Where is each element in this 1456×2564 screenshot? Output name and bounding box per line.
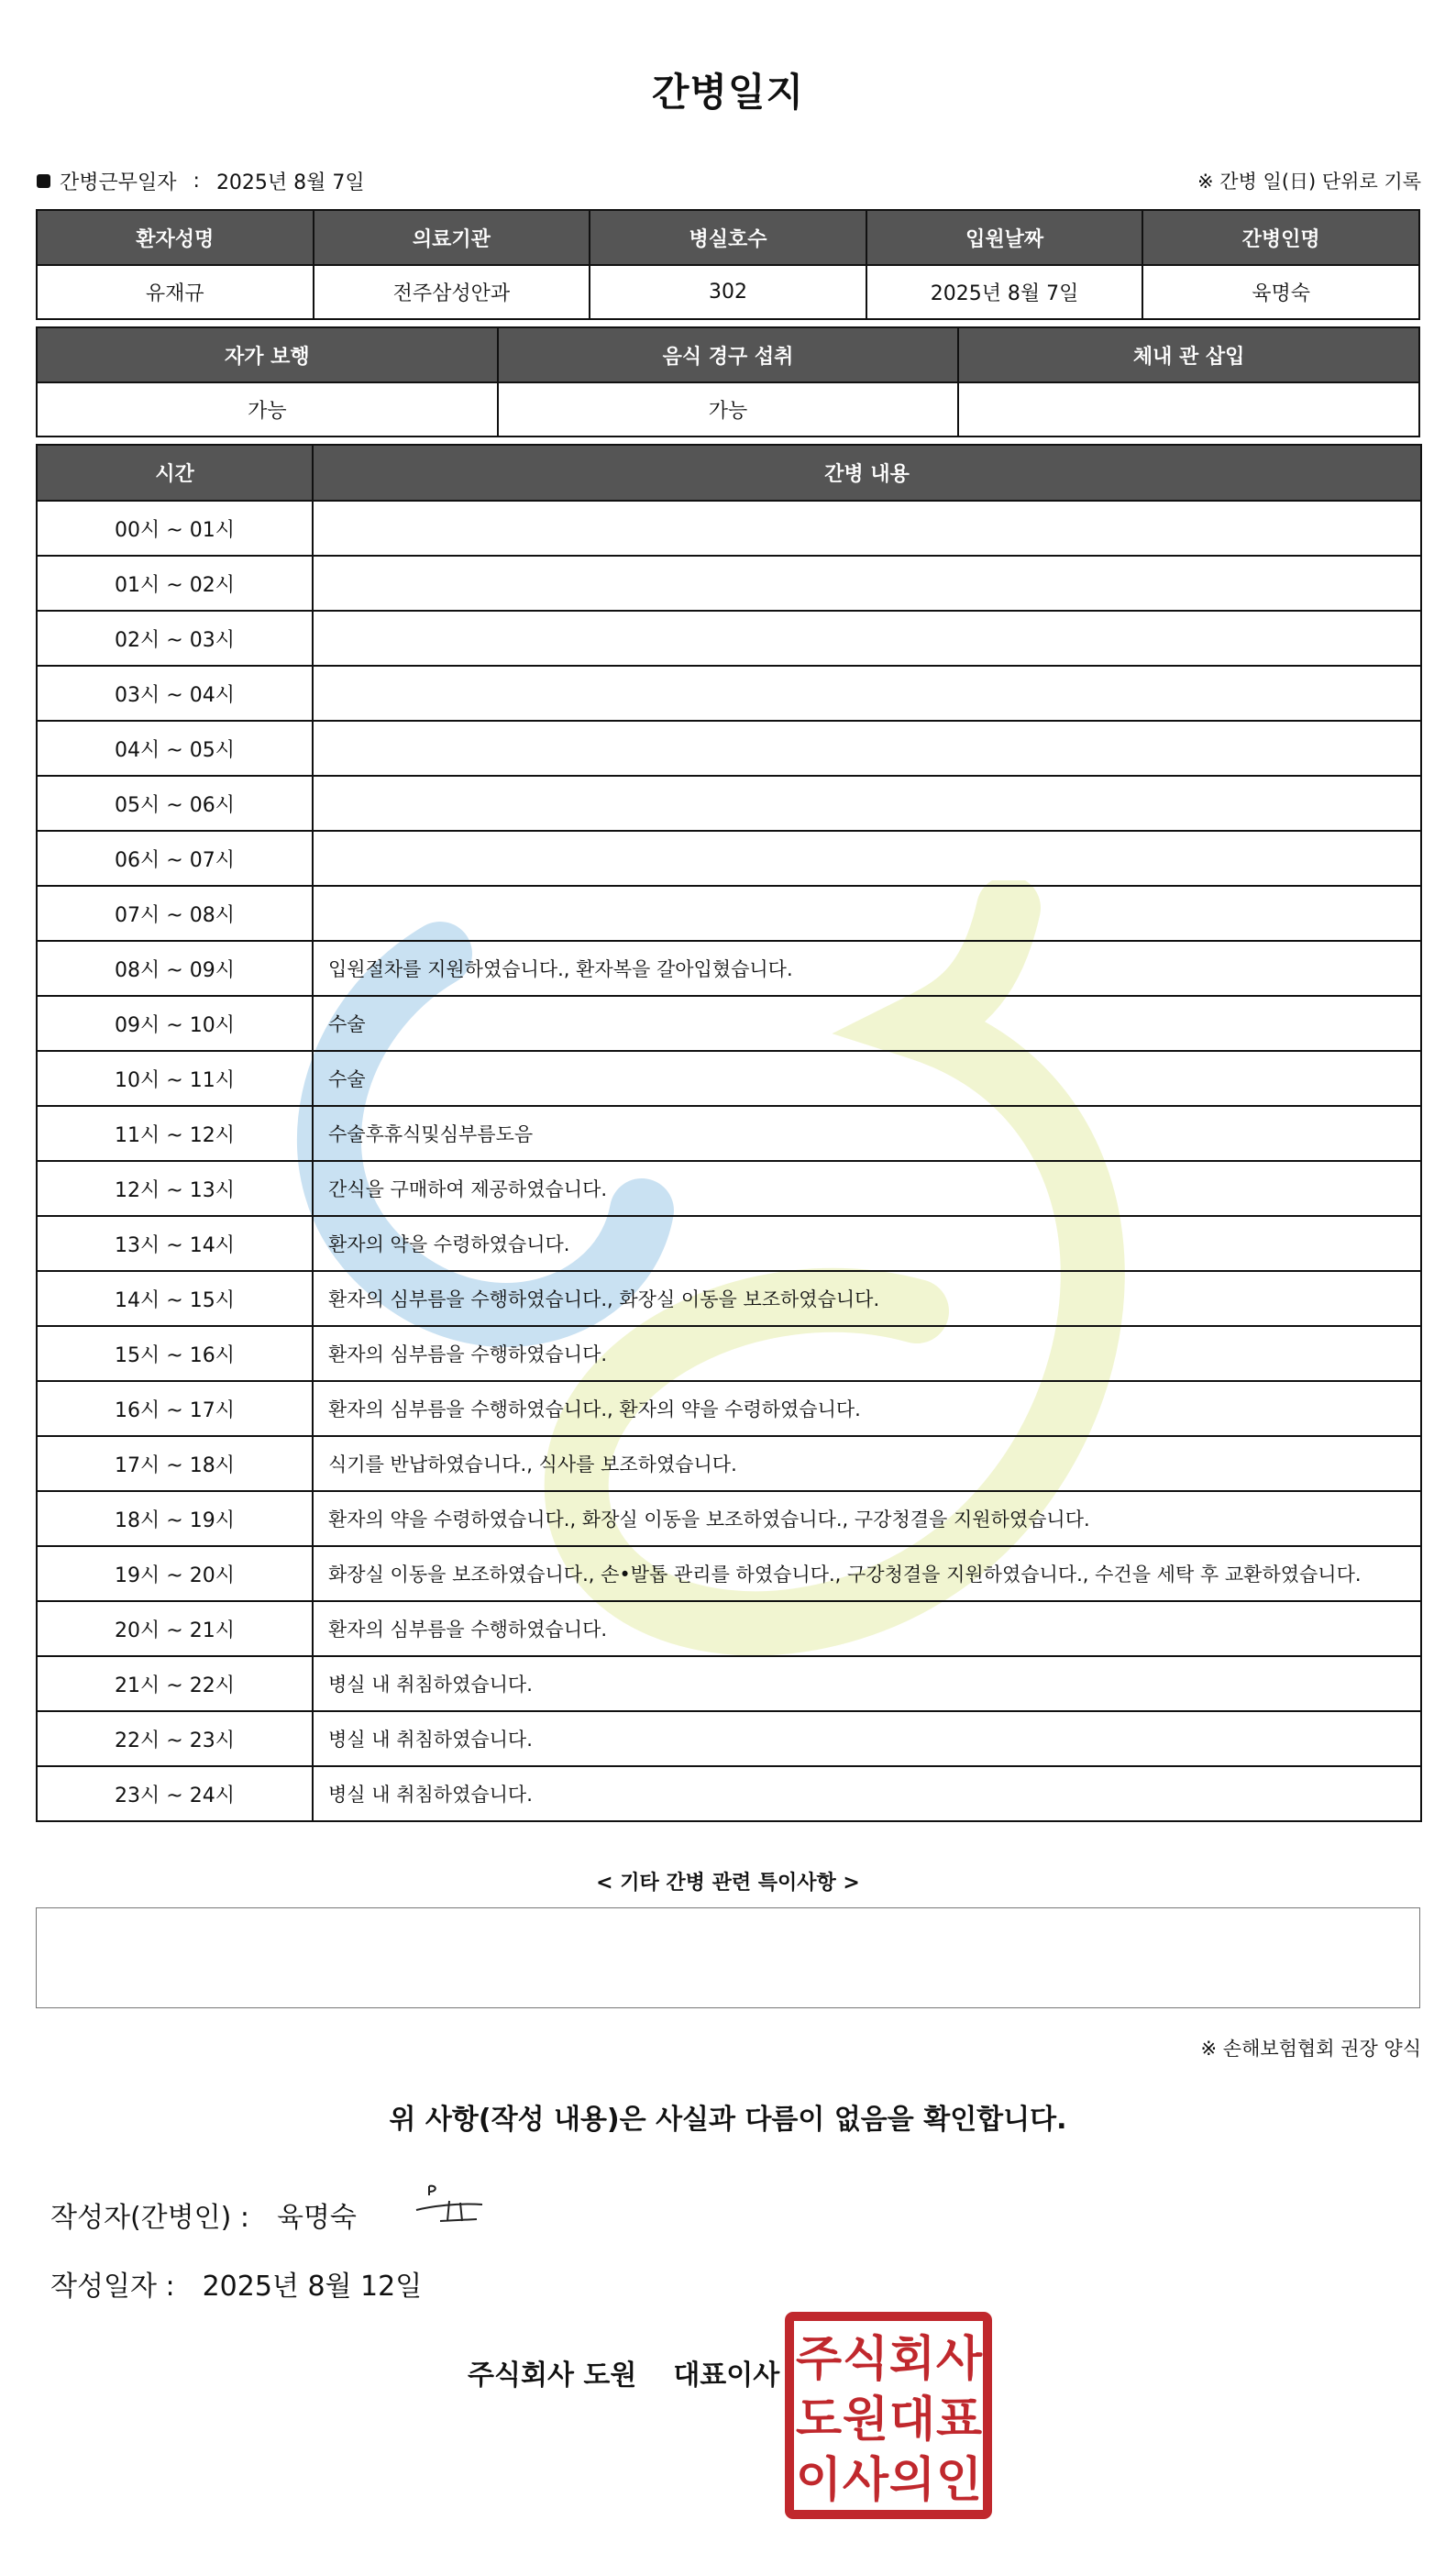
timeline-row: [37, 1161, 1421, 1216]
seal-glyph: 사: [935, 2332, 983, 2387]
timeline-content: [313, 666, 1421, 721]
timeline-time: 09시 ~ 10시: [37, 996, 313, 1051]
timeline-row: [37, 831, 1421, 886]
bullet-square-icon: [37, 174, 50, 188]
timeline-row: [37, 1436, 1421, 1491]
seal-glyph: 대: [888, 2393, 936, 2448]
timeline-header-row: [37, 445, 1421, 501]
patient-name: 유재규: [37, 265, 314, 319]
timeline-content: 환자의 심부름을 수행하였습니다., 화장실 이동을 보조하였습니다.: [313, 1271, 1421, 1326]
seal-glyph: 주: [795, 2332, 843, 2387]
seal-glyph: 표: [935, 2393, 983, 2448]
timeline-time: 23시 ~ 24시: [37, 1766, 313, 1821]
timeline-content: [313, 776, 1421, 831]
header-time: 시간: [37, 445, 313, 501]
timeline-content: 병실 내 취침하였습니다.: [313, 1766, 1421, 1821]
timeline-time: 04시 ~ 05시: [37, 721, 313, 776]
timeline-row: [37, 1601, 1421, 1656]
header-tube-insertion: 체내 관 삽입: [958, 327, 1419, 382]
timeline-content: 환자의 심부름을 수행하였습니다.: [313, 1601, 1421, 1656]
self-walking: 가능: [37, 382, 498, 437]
timeline-row: [37, 556, 1421, 611]
company-line: [468, 2352, 779, 2393]
timeline-content: 병실 내 취침하였습니다.: [313, 1711, 1421, 1766]
timeline-content: 화장실 이동을 보조하였습니다., 손•발톱 관리를 하였습니다., 구강청결을 지원하였습니다., 수건을 세탁 후 교환하였습니다.: [313, 1546, 1421, 1601]
timeline-row: [37, 1326, 1421, 1381]
work-date-label: 간병근무일자: [60, 171, 177, 194]
timeline-row: [37, 996, 1421, 1051]
writer-name: 육명숙: [276, 2202, 357, 2234]
timeline-time: 14시 ~ 15시: [37, 1271, 313, 1326]
timeline-row: [37, 1546, 1421, 1601]
timeline-row: [37, 1381, 1421, 1436]
seal-glyph: 사: [842, 2453, 889, 2508]
header-admission-date: 입원날짜: [866, 210, 1143, 265]
timeline-row: [37, 1766, 1421, 1821]
header-care-content: 간병 내용: [313, 445, 1421, 501]
timeline-row: [37, 1271, 1421, 1326]
write-date-value: 2025년 8월 12일: [202, 2271, 423, 2303]
care-timeline-table: [36, 444, 1422, 1822]
timeline-time: 00시 ~ 01시: [37, 501, 313, 556]
timeline-content: [313, 831, 1421, 886]
timeline-content: [313, 611, 1421, 666]
header-oral-intake: 음식 경구 섭취: [498, 327, 959, 382]
header-self-walking: 자가 보행: [37, 327, 498, 382]
notes-box: [36, 1907, 1420, 2008]
timeline-time: 10시 ~ 11시: [37, 1051, 313, 1106]
timeline-time: 06시 ~ 07시: [37, 831, 313, 886]
timeline-row: [37, 721, 1421, 776]
timeline-content: 환자의 심부름을 수행하였습니다.: [313, 1326, 1421, 1381]
timeline-content: 환자의 심부름을 수행하였습니다., 환자의 약을 수령하였습니다.: [313, 1381, 1421, 1436]
confirmation-statement: 위 사항(작성 내용)은 사실과 다름이 없음을 확인합니다.: [389, 2104, 1067, 2136]
timeline-time: 12시 ~ 13시: [37, 1161, 313, 1216]
timeline-time: 05시 ~ 06시: [37, 776, 313, 831]
tube-insertion: [958, 382, 1419, 437]
header-caregiver-name: 간병인명: [1142, 210, 1419, 265]
write-date-line: [50, 2263, 422, 2304]
timeline-content: 간식을 구매하여 제공하였습니다.: [313, 1161, 1421, 1216]
hospital: 전주삼성안과: [314, 265, 590, 319]
patient-info-value-row: [37, 265, 1419, 319]
timeline-row: [37, 666, 1421, 721]
timeline-content: [313, 556, 1421, 611]
timeline-time: 07시 ~ 08시: [37, 886, 313, 941]
seal-glyph: 원: [842, 2393, 889, 2448]
timeline-row: [37, 1106, 1421, 1161]
timeline-time: 16시 ~ 17시: [37, 1381, 313, 1436]
header-room-number: 병실호수: [590, 210, 866, 265]
timeline-content: 환자의 약을 수령하였습니다.: [313, 1216, 1421, 1271]
caregiver-name: 육명숙: [1142, 265, 1419, 319]
seal-glyph: 식: [842, 2332, 889, 2387]
seal-glyph: 이: [795, 2453, 843, 2508]
header-hospital: 의료기관: [314, 210, 590, 265]
timeline-time: 18시 ~ 19시: [37, 1491, 313, 1546]
work-date-colon: :: [193, 170, 200, 193]
timeline-content: 수술후휴식및심부름도음: [313, 1106, 1421, 1161]
timeline-time: 22시 ~ 23시: [37, 1711, 313, 1766]
header-patient-name: 환자성명: [37, 210, 314, 265]
patient-info-table: [36, 209, 1420, 320]
status-info-value-row: [37, 382, 1419, 437]
company-seal: [784, 2311, 993, 2520]
representative-title: 대표이사: [673, 2360, 780, 2392]
timeline-content: 수술: [313, 996, 1421, 1051]
timeline-content: 식기를 반납하였습니다., 식사를 보조하였습니다.: [313, 1436, 1421, 1491]
write-date-label: 작성일자 :: [50, 2271, 175, 2303]
work-date-line: [37, 167, 365, 195]
seal-glyph: 의: [888, 2453, 936, 2508]
timeline-row: [37, 501, 1421, 556]
timeline-row: [37, 941, 1421, 996]
timeline-row: [37, 776, 1421, 831]
timeline-time: 19시 ~ 20시: [37, 1546, 313, 1601]
timeline-time: 08시 ~ 09시: [37, 941, 313, 996]
timeline-time: 20시 ~ 21시: [37, 1601, 313, 1656]
seal-glyph: 도: [795, 2393, 843, 2448]
form-note: ※ 손해보험협회 권장 양식: [1200, 2038, 1421, 2060]
timeline-content: [313, 886, 1421, 941]
status-info-table: [36, 326, 1420, 437]
seal-glyph: 회: [888, 2332, 936, 2387]
timeline-time: 11시 ~ 12시: [37, 1106, 313, 1161]
timeline-row: [37, 1711, 1421, 1766]
timeline-content: [313, 721, 1421, 776]
oral-intake: 가능: [498, 382, 959, 437]
timeline-time: 13시 ~ 14시: [37, 1216, 313, 1271]
timeline-time: 21시 ~ 22시: [37, 1656, 313, 1711]
timeline-content: 병실 내 취침하였습니다.: [313, 1656, 1421, 1711]
timeline-content: 입원절차를 지원하였습니다., 환자복을 갈아입혔습니다.: [313, 941, 1421, 996]
notes-title: < 기타 간병 관련 특이사항 >: [596, 1872, 860, 1895]
signature: [413, 2179, 486, 2227]
admission-date: 2025년 8월 7일: [866, 265, 1143, 319]
timeline-row: [37, 611, 1421, 666]
timeline-time: 17시 ~ 18시: [37, 1436, 313, 1491]
writer-label: 작성자(간병인) :: [50, 2202, 249, 2234]
seal-glyph: 인: [935, 2453, 983, 2508]
work-date-value: 2025년 8월 7일: [215, 171, 365, 194]
document-title: 간병일지: [651, 70, 805, 115]
timeline-row: [37, 886, 1421, 941]
timeline-row: [37, 1656, 1421, 1711]
timeline-time: 15시 ~ 16시: [37, 1326, 313, 1381]
timeline-row: [37, 1051, 1421, 1106]
timeline-time: 03시 ~ 04시: [37, 666, 313, 721]
writer-line: [50, 2194, 357, 2235]
timeline-row: [37, 1216, 1421, 1271]
company-name: 주식회사 도원: [468, 2360, 637, 2392]
timeline-content: 환자의 약을 수령하였습니다., 화장실 이동을 보조하였습니다., 구강청결을 지원하였습니다.: [313, 1491, 1421, 1546]
unit-note: ※ 간병 일(日) 단위로 기록: [1197, 171, 1421, 193]
timeline-content: 수술: [313, 1051, 1421, 1106]
room-number: 302: [590, 265, 866, 319]
timeline-time: 01시 ~ 02시: [37, 556, 313, 611]
patient-info-header-row: [37, 210, 1419, 265]
timeline-time: 02시 ~ 03시: [37, 611, 313, 666]
timeline-content: [313, 501, 1421, 556]
status-info-header-row: [37, 327, 1419, 382]
timeline-row: [37, 1491, 1421, 1546]
